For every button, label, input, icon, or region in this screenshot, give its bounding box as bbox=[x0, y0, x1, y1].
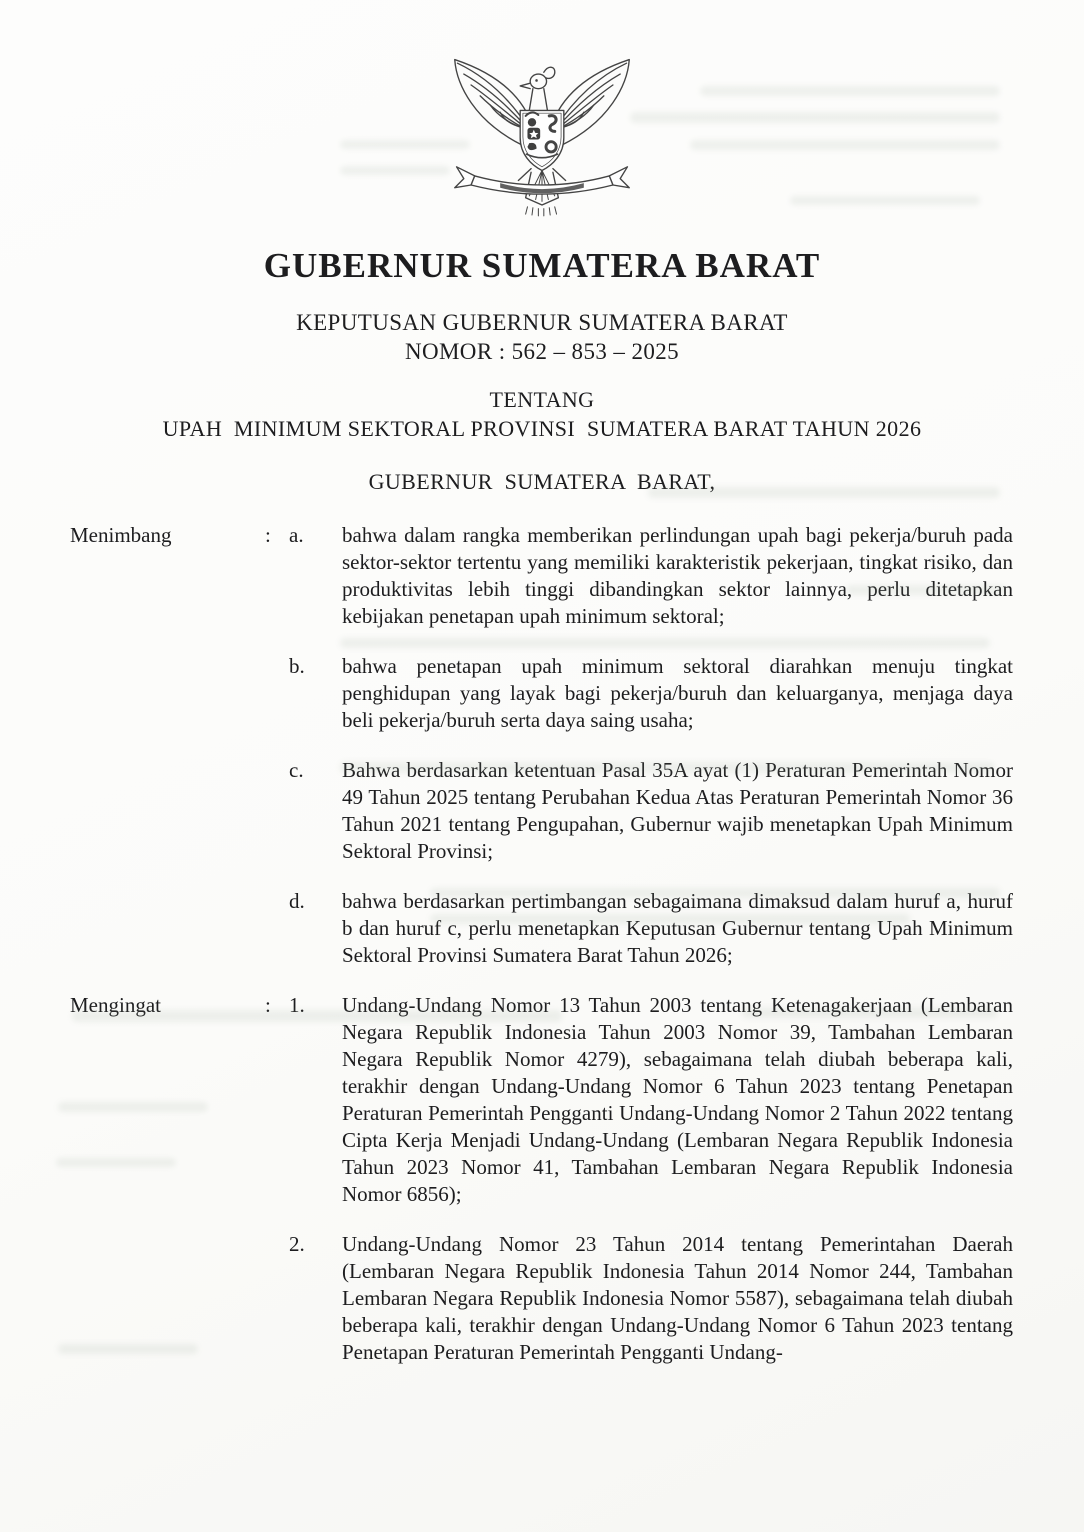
section-items bbox=[289, 992, 1013, 1366]
legal-basis-item-2 bbox=[289, 1231, 1013, 1366]
garuda-icon bbox=[442, 52, 642, 218]
decree-body bbox=[70, 522, 1013, 1366]
consideration-item-d bbox=[289, 888, 1013, 969]
legal-basis-item-1 bbox=[289, 992, 1013, 1208]
item-text: Undang-Undang Nomor 23 Tahun 2014 tentang Pemerintahan Daerah (Lembaran Negara Republik Indonesia Tahun 2014 Nomor 244, Tambahan Lembaran Negara Republik Indonesia Nomor 5587), sebagaimana telah diubah beberapa kali, terakhir dengan Undang-Undang Nomor 6 Tahun 2023 tentang Penetapan Peraturan Pemerintah Pengganti Undang- bbox=[342, 1232, 1013, 1364]
item-marker: 1. bbox=[289, 993, 305, 1017]
item-marker: a. bbox=[289, 523, 304, 547]
consideration-item-b bbox=[289, 653, 1013, 734]
section-items bbox=[289, 522, 1013, 969]
section-mengingat bbox=[70, 992, 1013, 1366]
item-marker: d. bbox=[289, 889, 305, 913]
bleed-through-smudge bbox=[700, 86, 1000, 96]
consideration-item-c bbox=[289, 757, 1013, 865]
section-menimbang bbox=[70, 522, 1013, 969]
bleed-through-smudge bbox=[790, 196, 980, 205]
section-colon: : bbox=[265, 523, 271, 547]
bleed-through-smudge bbox=[690, 140, 1000, 150]
section-label: Menimbang bbox=[70, 523, 172, 547]
item-marker: c. bbox=[289, 758, 304, 782]
about-label: TENTANG bbox=[489, 387, 595, 412]
item-text: bahwa dalam rangka memberikan perlindungan upah bagi pekerja/buruh pada sektor-sektor tertentu yang memiliki karakteristik pekerjaan, tingkat risiko, dan produktivitas lebih tinggi dibandingkan sektor lainnya, perlu ditetapkan kebijakan penetapan upah minimum sektoral; bbox=[342, 523, 1013, 628]
bleed-through-smudge bbox=[630, 112, 1000, 123]
item-text: Bahwa berdasarkan ketentuan Pasal 35A ayat (1) Peraturan Pemerintah Nomor 49 Tahun 2025 tentang Perubahan Kedua Atas Peraturan Pemerintah Nomor 36 Tahun 2021 tentang Pengupahan, Gubernur wajib menetapkan Upah Minimum Sektoral Provinsi; bbox=[342, 758, 1013, 863]
garuda-pancasila-emblem bbox=[442, 52, 642, 218]
section-colon: : bbox=[265, 993, 271, 1017]
bleed-through-smudge bbox=[340, 166, 450, 175]
item-text: bahwa berdasarkan pertimbangan sebagaimana dimaksud dalam huruf a, huruf b dan huruf c, perlu menetapkan Keputusan Gubernur tentang Upah Minimum Sektoral Provinsi Sumatera Barat Tahun 2026; bbox=[342, 889, 1013, 967]
salutation: GUBERNUR SUMATERA BARAT, bbox=[368, 469, 716, 494]
section-label: Mengingat bbox=[70, 993, 161, 1017]
decree-subject: UPAH MINIMUM SEKTORAL PROVINSI SUMATERA BARAT TAHUN 2026 bbox=[162, 416, 922, 441]
page-title: GUBERNUR SUMATERA BARAT bbox=[263, 246, 821, 285]
item-marker: 2. bbox=[289, 1232, 305, 1256]
consideration-item-a bbox=[289, 522, 1013, 630]
decree-number: NOMOR : 562 – 853 – 2025 bbox=[404, 339, 680, 364]
item-text: bahwa penetapan upah minimum sektoral diarahkan menuju tingkat penghidupan yang layak bagi pekerja/buruh dan keluarganya, menjaga daya beli pekerja/buruh serta daya saing usaha; bbox=[342, 654, 1013, 732]
item-text: Undang-Undang Nomor 13 Tahun 2003 tentang Ketenagakerjaan (Lembaran Negara Republik Indonesia Tahun 2003 Nomor 39, Tambahan Lembaran Negara Republik Nomor 4279), sebagaimana telah diubah beberapa kali, terakhir dengan Undang-Undang Nomor 6 Tahun 2023 tentang Penetapan Peraturan Pemerintah Pengganti Undang-Undang Nomor 2 Tahun 2022 tentang Cipta Kerja Menjadi Undang-Undang (Lembaran Negara Republik Indonesia Tahun 2023 Nomor 41, Tambahan Lembaran Negara Republik Indonesia Nomor 6856); bbox=[342, 993, 1013, 1206]
item-marker: b. bbox=[289, 654, 305, 678]
decree-heading: KEPUTUSAN GUBERNUR SUMATERA BARAT bbox=[296, 310, 788, 335]
